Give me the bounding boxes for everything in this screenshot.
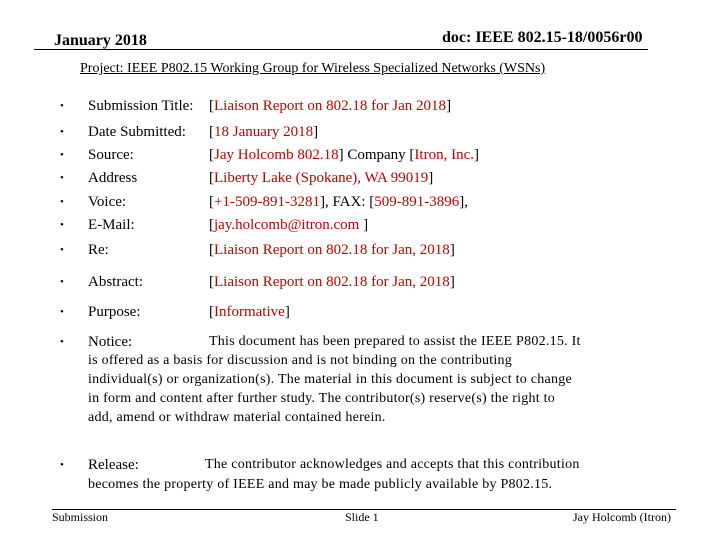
header-divider: [34, 49, 648, 50]
field-value: [Liaison Report on 802.18 for Jan 2018]: [209, 98, 452, 114]
re-value: Liaison Report on 802.18 for Jan, 2018: [214, 242, 450, 258]
bullet: •: [60, 336, 64, 348]
phone-value: +1-509-891-3281: [214, 194, 320, 210]
field-label: Source:: [88, 147, 134, 163]
bullet: •: [60, 219, 64, 231]
field-value: [18 January 2018]: [209, 124, 319, 140]
release-label: Release:: [88, 457, 139, 473]
field-value: [Liaison Report on 802.18 for Jan, 2018]: [209, 242, 455, 258]
field-label: Abstract:: [88, 274, 143, 290]
bullet: •: [60, 196, 64, 208]
footer-author: Jay Holcomb (Itron): [573, 510, 671, 524]
notice-line: individual(s) or organization(s). The material in this document is subject to change: [88, 372, 572, 387]
field-value: [Liberty Lake (Spokane), WA 99019]: [209, 170, 434, 186]
release-line: The contributor acknowledges and accepts that this contribution: [205, 457, 580, 472]
slide-number: Slide 1: [345, 510, 379, 524]
field-label: Address: [88, 170, 138, 186]
notice-line: This document has been prepared to assist the IEEE P802.15. It: [209, 334, 581, 349]
notice-line: in form and content after further study. The contributor(s) reserve(s) the right to: [88, 391, 556, 406]
address-value: Liberty Lake (Spokane), WA 99019: [214, 170, 429, 186]
field-value: [Informative]: [209, 304, 290, 320]
notice-label: Notice:: [88, 334, 133, 350]
field-label: Re:: [88, 242, 109, 258]
footer-left: Submission: [52, 510, 109, 524]
field-value: [Jay Holcomb 802.18] Company [Itron, Inc.]: [209, 147, 479, 163]
notice-line: is offered as a basis for discussion and is not binding on the contributing: [88, 353, 513, 368]
field-label: Purpose:: [88, 304, 141, 320]
release-line: becomes the property of IEEE and may be made publicly available by P802.15.: [88, 477, 553, 492]
bullet: •: [60, 459, 64, 471]
source-name: Jay Holcomb 802.18: [214, 147, 339, 163]
field-value: [jay.holcomb@itron.com ]: [209, 217, 369, 233]
notice-line: add, amend or withdraw material contained herein.: [88, 410, 386, 425]
bullet: •: [60, 244, 64, 256]
purpose-value: Informative: [214, 304, 285, 320]
fax-label: FAX:: [332, 194, 366, 210]
date-value: 18 January 2018: [214, 124, 314, 140]
field-label: Submission Title:: [88, 98, 194, 114]
bullet: •: [60, 172, 64, 184]
bullet: •: [60, 276, 64, 288]
field-value: [+1-509-891-3281], FAX: [509-891-3896],: [209, 194, 469, 210]
company-value: Itron, Inc.: [414, 147, 474, 163]
field-label: Date Submitted:: [88, 124, 186, 140]
title-value: Liaison Report on 802.18 for Jan 2018: [214, 98, 447, 114]
header-date: January 2018: [54, 32, 147, 49]
project-title: Project: IEEE P802.15 Working Group for Wireless Specialized Networks (WSNs): [80, 61, 546, 76]
fax-value: 509-891-3896: [374, 194, 460, 210]
bullet: •: [60, 149, 64, 161]
header-doc-id: doc: IEEE 802.15-18/0056r00: [442, 29, 643, 46]
field-label: Voice:: [88, 194, 127, 210]
company-label: Company: [347, 147, 406, 163]
email-value: jay.holcomb@itron.com: [214, 217, 360, 233]
bullet: •: [60, 126, 64, 138]
bullet: •: [60, 306, 64, 318]
field-label: E-Mail:: [88, 217, 135, 233]
abstract-value: Liaison Report on 802.18 for Jan, 2018: [214, 274, 450, 290]
field-value: [Liaison Report on 802.18 for Jan, 2018]: [209, 274, 455, 290]
bullet: •: [60, 100, 64, 112]
